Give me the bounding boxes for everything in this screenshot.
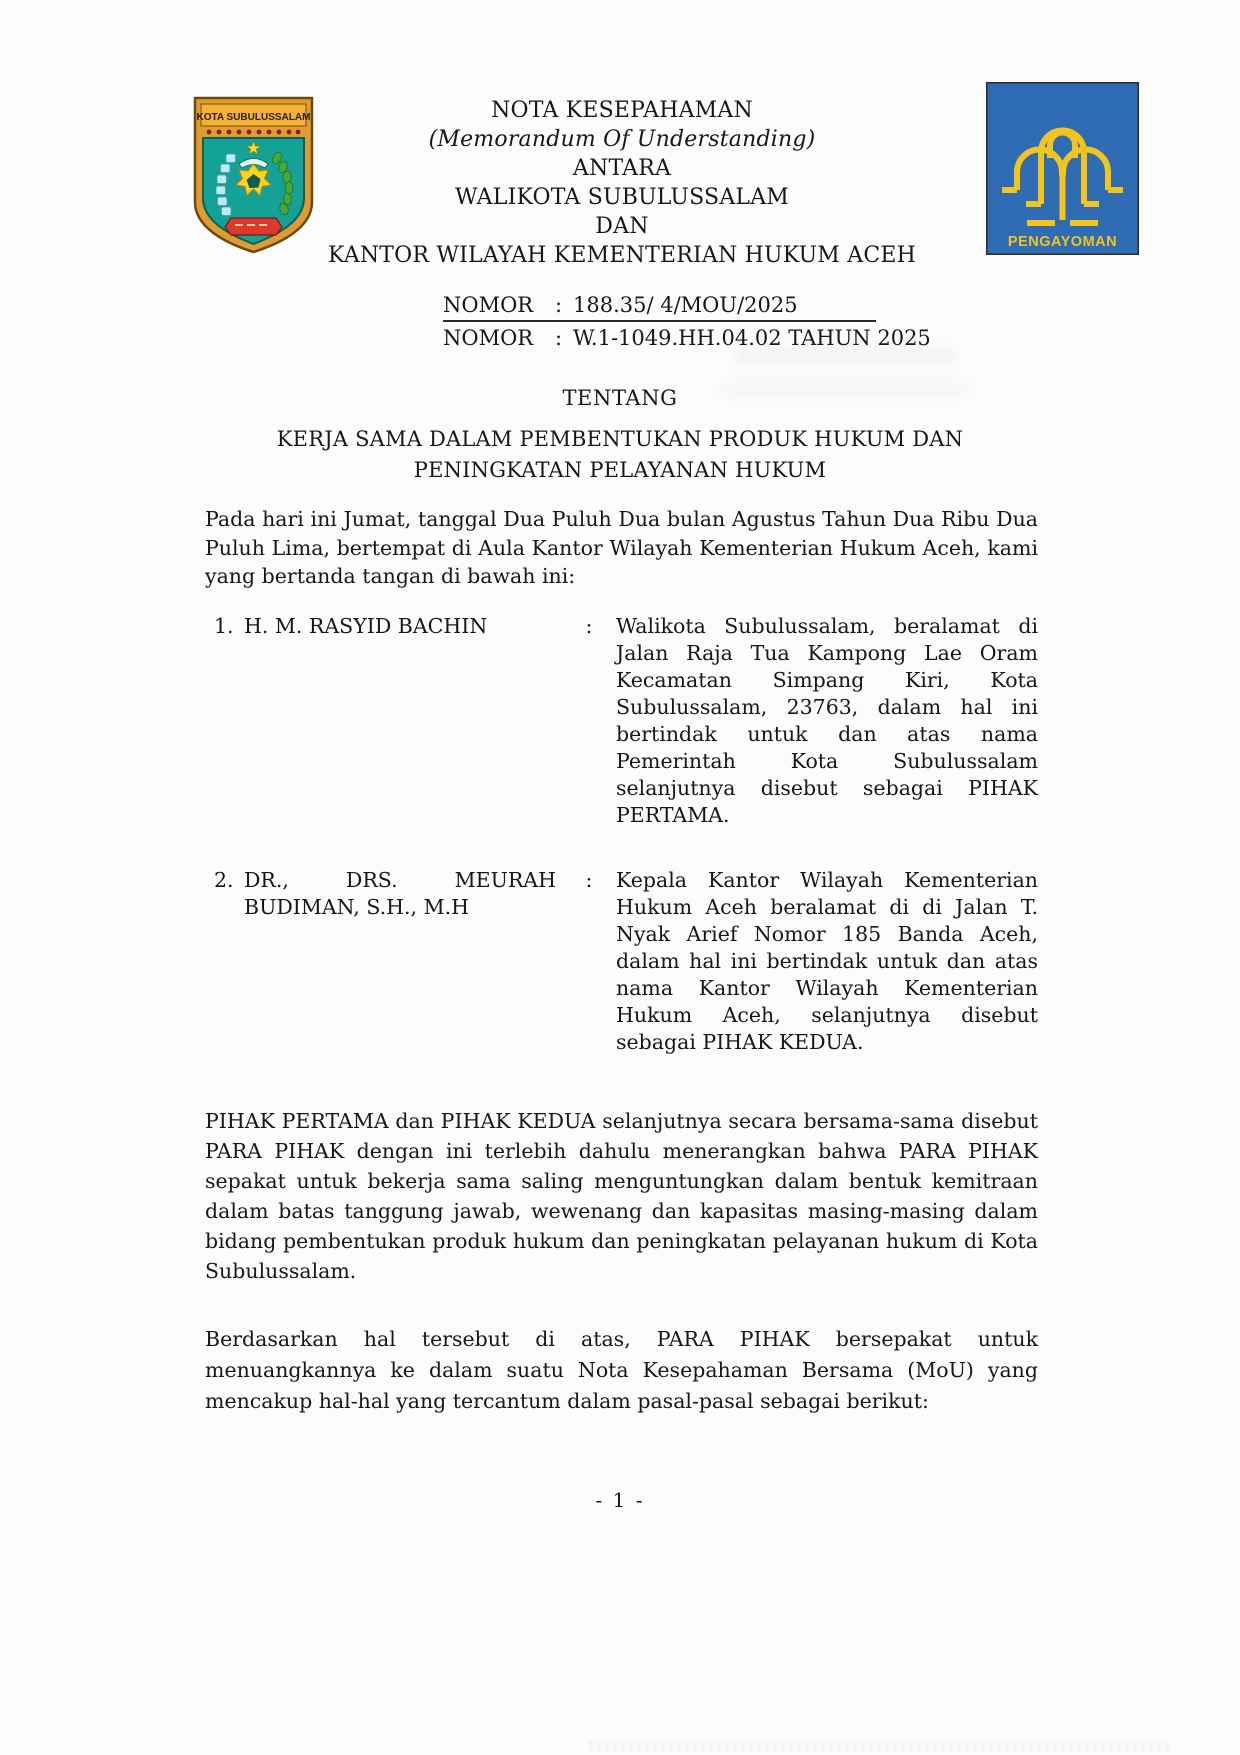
parties-list <box>214 613 1038 1056</box>
nomor-value-2: W.1-1049.HH.04.02 TAHUN 2025 <box>573 326 931 350</box>
closing-paragraph: Berdasarkan hal tersebut di atas, PARA PIHAK bersepakat untuk menuangkannya ke dalam suatu Nota Kesepahaman Bersama (MoU) yang mencakup hal-hal yang tercantum dalam pasal-pasal sebagai berikut: <box>205 1327 1038 1413</box>
party-description: Kepala Kantor Wilayah Kementerian Hukum Aceh beralamat di di Jalan T. Nyak Arief Nomor 185 Banda Aceh, dalam hal ini bertindak untuk dan atas nama Kantor Wilayah Kementerian Hukum Aceh, selanjutnya disebut sebagai PIHAK KEDUA. <box>616 868 1038 1054</box>
scan-bleedthrough-artifact <box>960 1178 1030 1190</box>
opening-paragraph: Pada hari ini Jumat, tanggal Dua Puluh Dua bulan Agustus Tahun Dua Ribu Dua Puluh Lima, bertempat di Aula Kantor Wilayah Kementerian Hukum Aceh, kami yang bertanda tangan di bawah ini: <box>205 507 1038 588</box>
party-colon: : <box>585 868 593 892</box>
between-label: ANTARA <box>572 156 672 181</box>
subject-heading: TENTANG <box>562 386 678 410</box>
doc-title: NOTA KESEPAHAMAN <box>491 98 753 123</box>
scan-bleedthrough-artifact <box>722 382 967 395</box>
party-name: H. M. RASYID BACHIN <box>244 614 488 638</box>
subject-title <box>205 424 1035 486</box>
pengayoman-icon <box>986 82 1139 255</box>
nomor-separator-1: : <box>555 293 563 317</box>
party-number: 2. <box>214 868 234 892</box>
doc-subtitle: (Memorandum Of Understanding) <box>428 127 816 152</box>
scan-edge-artifact <box>590 1742 1170 1751</box>
page-number: - 1 - <box>595 1488 645 1512</box>
party-row-2 <box>214 867 1038 1056</box>
nomor-row-1 <box>443 293 876 322</box>
subject-title-line2: PENINGKATAN PELAYANAN HUKUM <box>413 458 827 482</box>
document-numbering <box>443 293 931 350</box>
second-institution: KANTOR WILAYAH KEMENTERIAN HUKUM ACEH <box>328 243 916 268</box>
and-label: DAN <box>595 214 649 239</box>
party-description: Walikota Subulussalam, beralamat di Jalan Raja Tua Kampong Lae Oram Kecamatan Simpang Kiri, Kota Subulussalam, 23763, dalam hal ini bertindak untuk dan atas nama Pemerintah Kota Subulussalam selanjutnya disebut sebagai PIHAK PERTAMA. <box>616 614 1038 827</box>
scan-bleedthrough-artifact <box>735 348 955 364</box>
emblem-caption: KOTA SUBULUSSALAM <box>196 112 311 123</box>
document-header <box>185 82 1118 270</box>
party-name: DR., DRS. MEURAH BUDIMAN, S.H., M.H <box>244 868 556 919</box>
header-title-block <box>322 82 986 270</box>
nomor-label-2: NOMOR <box>443 326 534 350</box>
subject-title-line1: KERJA SAMA DALAM PEMBENTUKAN PRODUK HUKUM DAN <box>276 427 964 451</box>
first-institution: WALIKOTA SUBULUSSALAM <box>454 185 790 210</box>
nomor-value-1: 188.35/ 4/MOU/2025 <box>573 293 798 317</box>
party-number: 1. <box>214 614 234 638</box>
party-row-1 <box>214 613 1038 829</box>
kota-subulussalam-emblem-logo <box>185 94 322 256</box>
joint-declaration-paragraph: PIHAK PERTAMA dan PIHAK KEDUA selanjutnya secara bersama-sama disebut PARA PIHAK dengan ini terlebih dahulu menerangkan bahwa PARA PIHAK sepakat untuk bekerja sama saling menguntungkan dalam bentuk kemitraan dalam batas tanggung jawab, wewenang dan kapasitas masing-masing dalam bidang pembentukan produk hukum dan peningkatan pelayanan hukum di Kota Subulussalam. <box>205 1109 1038 1283</box>
kemenkumham-pengayoman-logo <box>986 82 1139 255</box>
nomor-label-1: NOMOR <box>443 293 534 317</box>
shield-emblem-icon <box>185 94 322 256</box>
pengayoman-caption: PENGAYOMAN <box>1007 234 1118 250</box>
nomor-row-2 <box>443 326 931 350</box>
nomor-separator-2: : <box>555 326 563 350</box>
party-colon: : <box>585 614 593 638</box>
